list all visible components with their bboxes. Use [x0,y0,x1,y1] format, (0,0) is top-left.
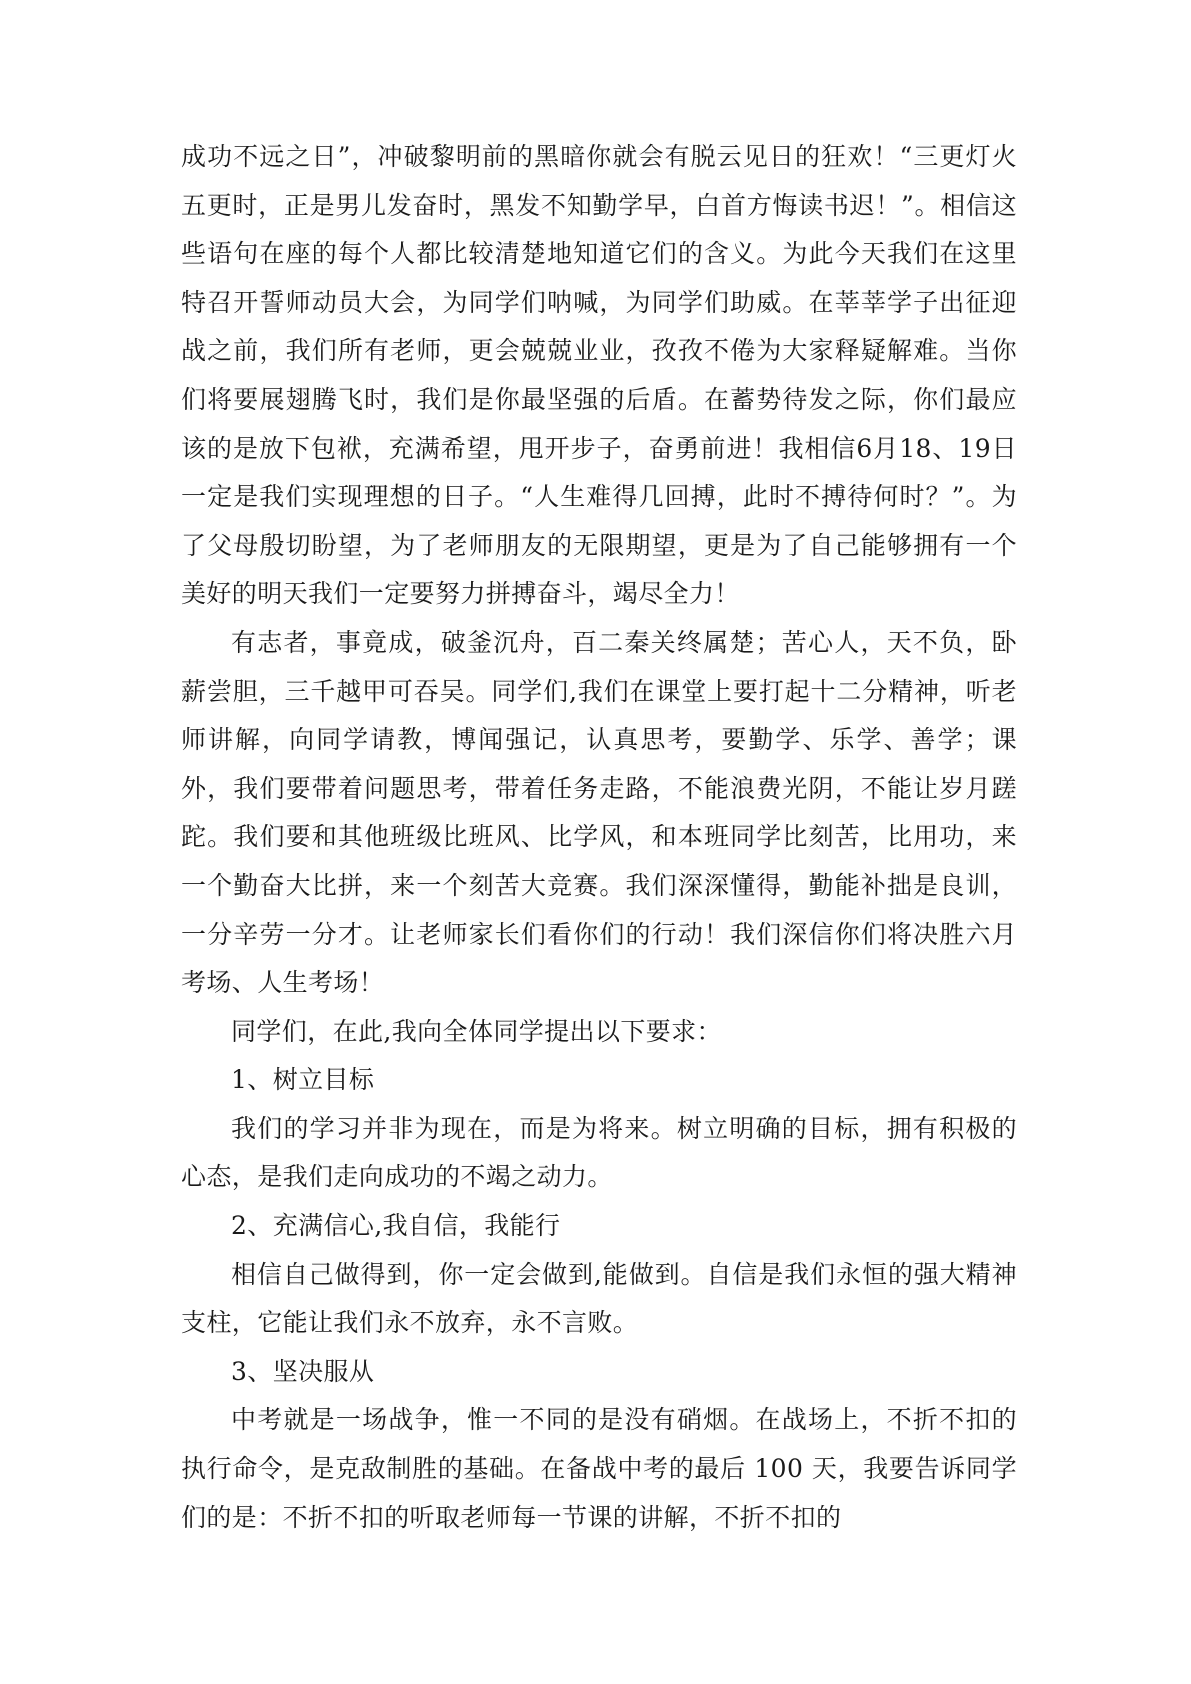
paragraph-item-2: 相信自己做得到，你一定会做到,能做到。自信是我们永恒的强大精神支柱，它能让我们永不放弃，永不言败。 [181,1259,1017,1338]
paragraph-item-1: 我们的学习并非为现在，而是为将来。树立明确的目标，拥有积极的心态，是我们走向成功的不竭之动力。 [181,1113,1017,1192]
paragraph-perseverance: 有志者，事竟成，破釜沉舟，百二秦关终属楚；苦心人，天不负，卧薪尝胆，三千越甲可吞吴。同学们,我们在课堂上要打起十二分精神，听老师讲解，向同学请教，博闻强记，认真思考，要勤学、乐学、善学；课外，我们要带着问题思考，带着任务走路，不能浪费光阴，不能让岁月蹉跎。我们要和其他班级比班风、比学风，和本班同学比刻苦，比用功，来一个勤奋大比拼，来一个刻苦大竞赛。我们深深懂得，勤能补拙是良训，一分辛劳一分才。让老师家长们看你们的行动！我们深信你们将决胜六月考场、人生考场！ [181,627,1017,998]
paragraph-requirements-intro: 同学们，在此,我向全体同学提出以下要求： [231,1016,722,1046]
paragraph-continuation: 成功不远之日”，冲破黎明前的黑暗你就会有脱云见日的狂欢！“三更灯火五更时，正是男儿发奋时，黑发不知勤学早，白首方悔读书迟！”。相信这些语句在座的每个人都比较清楚地知道它们的含义。为此今天我们在这里特召开誓师动员大会，为同学们呐喊，为同学们助威。在莘莘学子出征迎战之前，我们所有老师，更会兢兢业业，孜孜不倦为大家释疑解难。当你们将要展翅腾飞时，我们是你最坚强的后盾。在蓄势待发之际，你们最应该的是放下包袱，充满希望，甩开步子，奋勇前进！我相信6月18、19日一定是我们实现理想的日子。“人生难得几回搏，此时不搏待何时？”。为了父母殷切盼望，为了老师朋友的无限期望，更是为了自己能够拥有一个美好的明天我们一定要努力拼搏奋斗，竭尽全力！ [181,142,1017,609]
heading-item-1: 1、树立目标 [231,1065,375,1095]
paragraph-item-3: 中考就是一场战争，惟一不同的是没有硝烟。在战场上，不折不扣的执行命令，是克敌制胜的基础。在备战中考的最后 100 天，我要告诉同学们的是：不折不扣的听取老师每一节课的讲解，不折不扣的 [181,1405,1017,1532]
heading-item-3: 3、坚决服从 [231,1356,375,1386]
heading-item-2: 2、充满信心,我自信，我能行 [231,1211,561,1241]
document-body [181,133,1017,1542]
